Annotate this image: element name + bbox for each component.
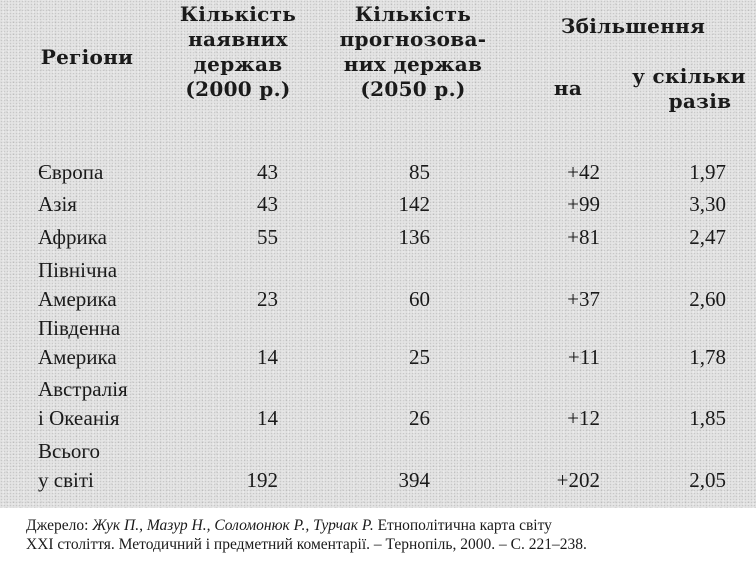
region-name-line-2: Америка	[38, 287, 117, 311]
region-name-line-2: у світі	[38, 468, 94, 492]
header-current-line-3: держав	[193, 52, 283, 76]
increase-by: +99	[567, 192, 600, 216]
increase-by: +42	[567, 160, 600, 184]
forecast-count: 25	[409, 345, 430, 369]
header-increase: Збільшення	[560, 14, 706, 38]
increase-times: 2,47	[689, 225, 726, 249]
region-name-line-2: і Океанія	[38, 406, 120, 430]
header-increase-times	[628, 64, 750, 114]
header-forecast-line-1: Кількість	[354, 2, 472, 26]
current-count: 14	[257, 406, 278, 430]
forecast-count: 26	[409, 406, 430, 430]
header-current-line-1: Кількість	[179, 2, 297, 26]
header-forecast-line-3: них держав	[343, 52, 483, 76]
source-line-1	[26, 516, 752, 535]
header-times-line-1: у скільки	[632, 64, 746, 88]
header-forecast-count	[338, 2, 488, 102]
forecast-count: 142	[398, 192, 430, 216]
forecast-count: 85	[409, 160, 430, 184]
region-name: Африка	[38, 225, 107, 249]
increase-by: +11	[567, 345, 600, 369]
header-increase-by: на	[553, 76, 583, 100]
source-note	[26, 516, 752, 554]
header-forecast-line-4: (2050 р.)	[360, 77, 466, 101]
increase-by: +81	[567, 225, 600, 249]
increase-times: 1,78	[689, 345, 726, 369]
source-authors: Жук П., Мазур Н., Соломонюк Р., Турчак Р.	[92, 517, 374, 534]
current-count: 55	[257, 225, 278, 249]
increase-by: +202	[556, 468, 600, 492]
forecast-count: 136	[398, 225, 430, 249]
increase-times: 2,05	[689, 468, 726, 492]
increase-times: 2,60	[689, 287, 726, 311]
region-name: Європа	[38, 160, 104, 184]
forecast-count: 394	[398, 468, 430, 492]
region-name: Азія	[38, 192, 77, 216]
current-count: 23	[257, 287, 278, 311]
current-count: 192	[246, 468, 278, 492]
increase-by: +12	[567, 406, 600, 430]
increase-by: +37	[567, 287, 600, 311]
forecast-count: 60	[409, 287, 430, 311]
header-current-count	[178, 2, 298, 102]
increase-times: 3,30	[689, 192, 726, 216]
source-title: Етнополітична карта світу	[373, 517, 552, 534]
increase-times: 1,97	[689, 160, 726, 184]
header-forecast-line-2: прогнозова-	[339, 27, 487, 51]
source-prefix: Джерело:	[26, 517, 93, 534]
header-current-line-4: (2000 р.)	[185, 77, 291, 101]
source-line-2: XXI століття. Методичний і предметний коментарії. – Тернопіль, 2000. – С. 221–238.	[26, 536, 587, 553]
region-name-line-1: Всього	[38, 439, 100, 463]
region-name-line-1: Австралія	[38, 377, 128, 401]
region-name-line-1: Південна	[38, 316, 121, 340]
header-times-line-2: разів	[668, 89, 732, 113]
current-count: 43	[257, 192, 278, 216]
region-name-line-1: Північна	[38, 258, 118, 282]
current-count: 43	[257, 160, 278, 184]
increase-times: 1,85	[689, 406, 726, 430]
region-name-line-2: Америка	[38, 345, 117, 369]
header-current-line-2: наявних	[188, 27, 288, 51]
current-count: 14	[257, 345, 278, 369]
header-region: Регіони	[40, 45, 134, 69]
